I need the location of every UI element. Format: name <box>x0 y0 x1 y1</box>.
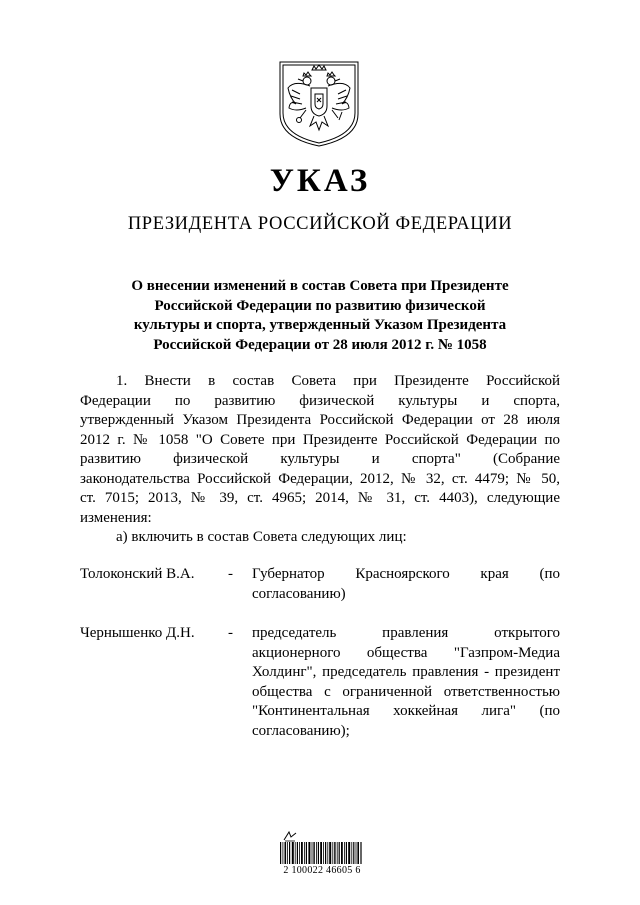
paragraph-line: изменения: <box>80 509 152 526</box>
heading-line: О внесении изменений в состав Совета при Президенте <box>131 278 509 294</box>
paragraph-line: утвержденный Указом Президента Российской Федерации от 28 июля <box>80 412 560 428</box>
paragraph-line: 2012 г. № 1058 "О Совете при Президенте Российской Федерации по <box>80 431 560 448</box>
paragraph-line: развитию физической культуры и спорта" (Собрание <box>80 451 560 467</box>
heading-line: Российской Федерации от 28 июля 2012 г. № 1058 <box>153 336 487 353</box>
subpoint-a: а) включить в состав Совета следующих лиц: <box>116 529 407 545</box>
heading-line: Российской Федерации по развитию физической <box>154 297 486 314</box>
heading-line: культуры и спорта, утвержденный Указом Президента <box>133 317 507 333</box>
decree-title: УКАЗ <box>269 163 371 199</box>
paragraph-line: 1. Внести в состав Совета при Президенте Российской <box>116 373 560 389</box>
barcode <box>280 842 362 864</box>
registry-mark-icon <box>283 830 297 842</box>
member-name: Чернышенко Д.Н. <box>80 625 195 641</box>
paragraph-line: Федерации по развитию физической культуры и спорта, <box>80 392 560 409</box>
member-role: председатель правления открытого акционерного общества "Газпром-Медиа Холдинг", председатель правления - президент общества с ограниченной ответственностью "Континентальная хоккейная лига" (по согласованию); <box>252 625 560 739</box>
barcode-number: 2 100022 46605 6 <box>283 865 361 876</box>
member-role: Губернатор Красноярского края (по согласованию) <box>252 566 560 602</box>
member-dash: - <box>228 566 233 582</box>
paragraph-1 <box>80 372 560 548</box>
decree-subtitle: ПРЕЗИДЕНТА РОССИЙСКОЙ ФЕДЕРАЦИИ <box>127 214 513 234</box>
paragraph-line: законодательства Российской Федерации, 2012, № 32, ст. 4479; № 50, <box>80 470 560 487</box>
paragraph-line: ст. 7015; 2013, № 39, ст. 4965; 2014, № 31, ст. 4403), следующие <box>80 490 560 506</box>
coat-of-arms-emblem <box>276 54 362 148</box>
member-dash: - <box>228 625 233 641</box>
member-name: Толоконский В.А. <box>80 566 195 582</box>
document-heading <box>96 277 544 355</box>
